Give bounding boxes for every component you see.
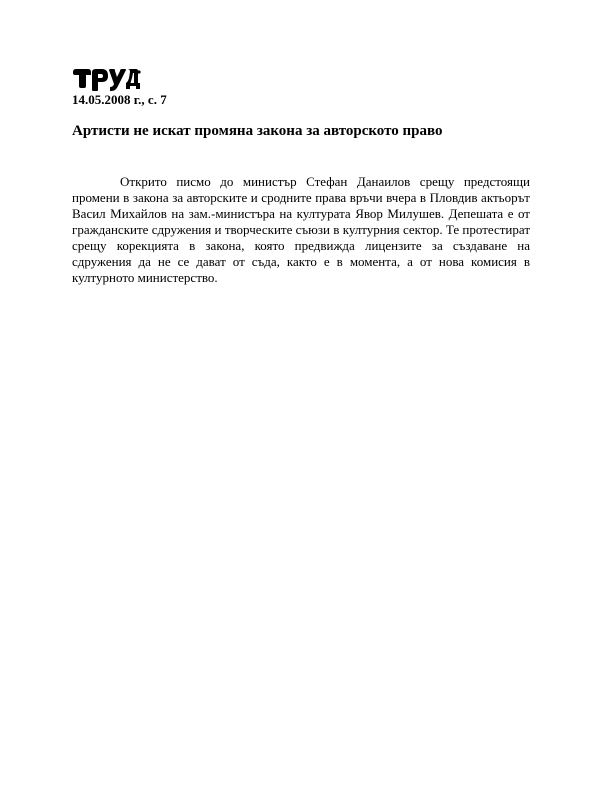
trud-logo-graphic xyxy=(72,66,142,92)
article-body-paragraph: Открито писмо до министър Стефан Данаилов срещу предстоящи промени в закона за авторските и сродните права връчи вчера в Пловдив актьорът Васил Михайлов на зам.-министъра на културата Явор Милушев. Депешата е от гражданските сдружения и творческите съюзи в културния сектор. Те протестират срещу корекцията в закона, която предвижда лицензите за създаване на сдружения да не се дават от съда, както е в момента, а от нова комисия в културното министерство. xyxy=(72,174,530,285)
newspaper-logo xyxy=(72,66,152,92)
publication-date-line: 14.05.2008 г., с. 7 xyxy=(72,92,167,107)
article-headline: Артисти не искат промяна закона за авторското право xyxy=(72,123,443,139)
